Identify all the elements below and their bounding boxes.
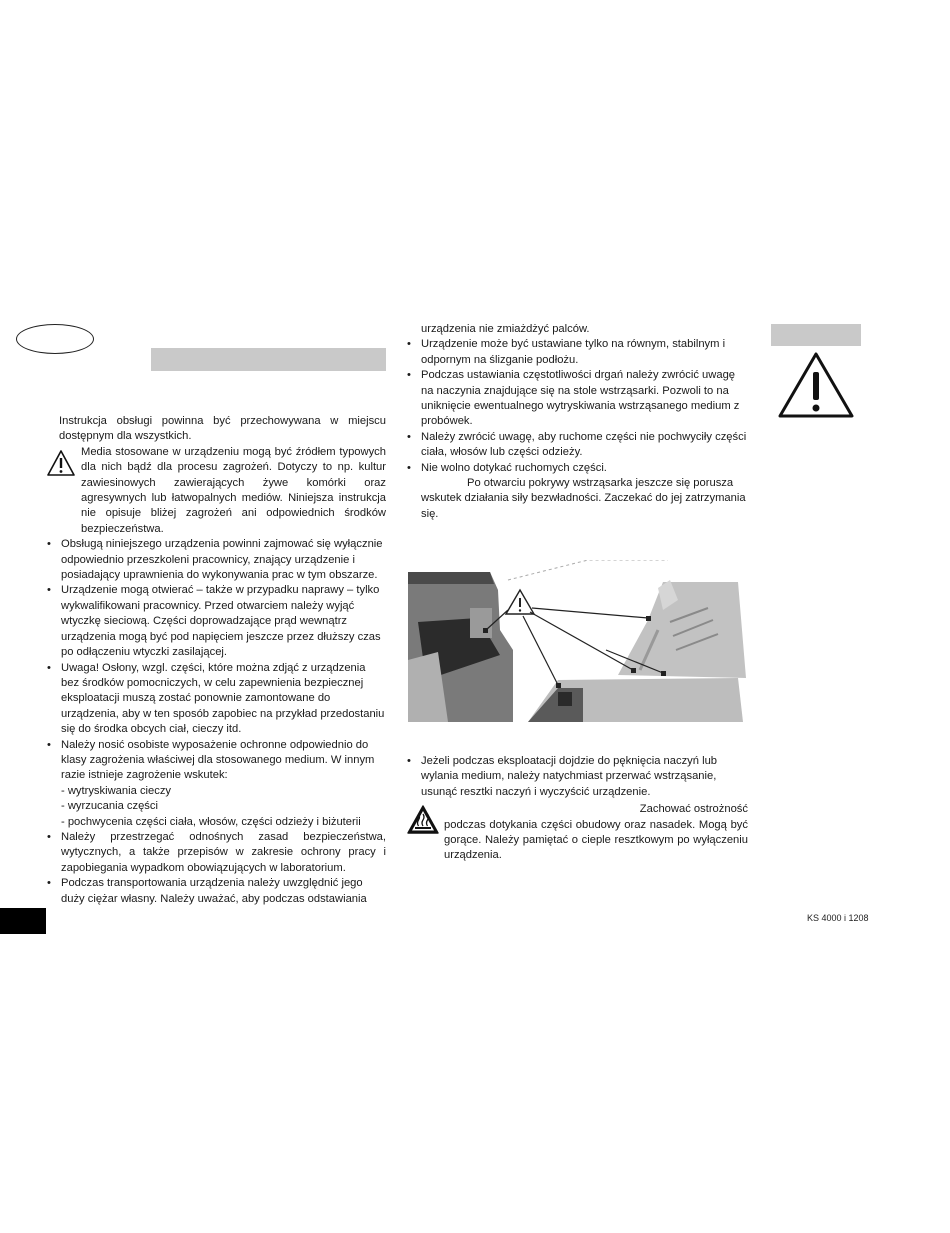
bullet-no-touch: • Nie wolno dotykać ruchomych części. xyxy=(406,461,748,476)
bullet-moving-parts: • Należy zwrócić uwagę, aby ruchome części nie pochwyciły części ciała, włosów lub części odzieży. xyxy=(406,430,748,461)
hazard-item: - wyrzucania części xyxy=(61,800,158,813)
left-column xyxy=(46,414,386,907)
right-title-bar xyxy=(771,324,861,346)
bullet-protective-equipment: • Należy nosić osobiste wyposażenie ochronne odpowiednio do klasy zagrożenia właściwej dla stosowanego medium. W innym razie istnieje zagrożenie wskutek: xyxy=(46,738,386,784)
lower-middle-block xyxy=(406,754,748,864)
cover-note: Po otwarciu pokrywy wstrząsarka jeszcze się porusza wskutek działania siły bezwładności. Zaczekać do jej zatrzymania się. xyxy=(421,477,746,520)
bullet-breakage: • Jeżeli podczas eksploatacji dojdzie do pęknięcia naczyń lub wylania medium, należy natychmiast przerwać wstrząsanie, usunąć resztki naczyń i wyczyścić urządzenie. xyxy=(406,754,748,800)
device-illustration xyxy=(408,560,750,722)
hazard-item: - pochwycenia części ciała, włosów, części odzieży i biżuterii xyxy=(61,815,361,828)
bullet-training: • Obsługą niniejszego urządzenia powinni zajmować się wyłącznie odpowiednio przeszkoleni pracownicy, znający urządzenie i posiadający uprawnienia do wykonywania prac w tym obszarze. xyxy=(46,537,386,583)
hazard-item: - wytryskiwania cieczy xyxy=(61,784,172,797)
bullet-regulations: • Należy przestrzegać odnośnych zasad bezpieczeństwa, wytycznych, a także przepisów w zakresie ochrony pracy i zapobiegania wypadkom obowiązujących w laboratorium. xyxy=(46,830,386,876)
bullet-covers: • Uwaga! Osłony, wzgl. części, które można zdjąć z urządzenia bez środków pomocniczych, w celu zapewnienia bezpiecznej eksploatacji muszą zostać ponownie zamontowane do urządzenia, aby w ten sposób zapobiec na przykład przedostaniu się do środka obcych ciał, cieczy itd. xyxy=(46,661,386,738)
footer-code: KS 4000 i 1208 xyxy=(807,913,869,923)
continuation-text: urządzenia nie zmiażdżyć palców. xyxy=(421,323,590,335)
page-tab-marker xyxy=(0,908,46,934)
language-badge xyxy=(16,324,94,354)
middle-column xyxy=(406,322,748,522)
hot-surface-text: podczas dotykania części obudowy oraz nasadek. Mogą być gorące. Należy pamiętać o cieple resztkowym po wyłączeniu urządzenia. xyxy=(444,818,748,862)
warning-triangle-icon xyxy=(776,350,856,420)
hot-surface-warning xyxy=(406,802,748,864)
bullet-surface: • Urządzenie może być ustawiane tylko na równym, stabilnym i odpornym na ślizganie podłożu. xyxy=(406,337,748,368)
hot-surface-heading: Zachować ostrożność xyxy=(639,803,748,816)
bullet-opening: • Urządzenie mogą otwierać – także w przypadku naprawy – tylko wykwalifikowani pracownicy. Przed otwarciem należy wyjąć wtyczkę sieciową. Części doprowadzające prąd wewnątrz urządzenia mogą być pod napięciem jeszcze przez dłuższy czas po odłączeniu wtyczki zasilającej. xyxy=(46,583,386,660)
intro-text: Instrukcja obsługi powinna być przechowywana w miejscu dostępnym dla wszystkich. xyxy=(59,415,386,443)
bullet-frequency: • Podczas ustawiania częstotliwości drgań należy zwrócić uwagę na naczynia znajdujące się na stole wstrząsarki. Pozwoli to na uniknięcie ewentualnego wytryskiwania wstrząsanego medium z probówek. xyxy=(406,368,748,430)
hot-surface-icon xyxy=(406,804,440,836)
section-title-bar xyxy=(151,348,386,371)
media-warning-text: Media stosowane w urządzeniu mogą być źródłem typowych dla nich bądź dla procesu zagrożeń. Dotyczy to np. kultur zawiesinowych zawierających żywe komórki oraz agresywnych lub łatwopalnych mediów. Niniejsza instrukcja nie opisuje bliżej zagrożeń ani odpowiednich środków bezpieczeństwa. xyxy=(81,445,386,535)
media-warning xyxy=(46,445,386,537)
bullet-transport: • Podczas transportowania urządzenia należy uwzględnić jego duży ciężar własny. Należy uważać, aby podczas odstawiania xyxy=(46,876,386,907)
warning-triangle-icon xyxy=(46,449,76,477)
